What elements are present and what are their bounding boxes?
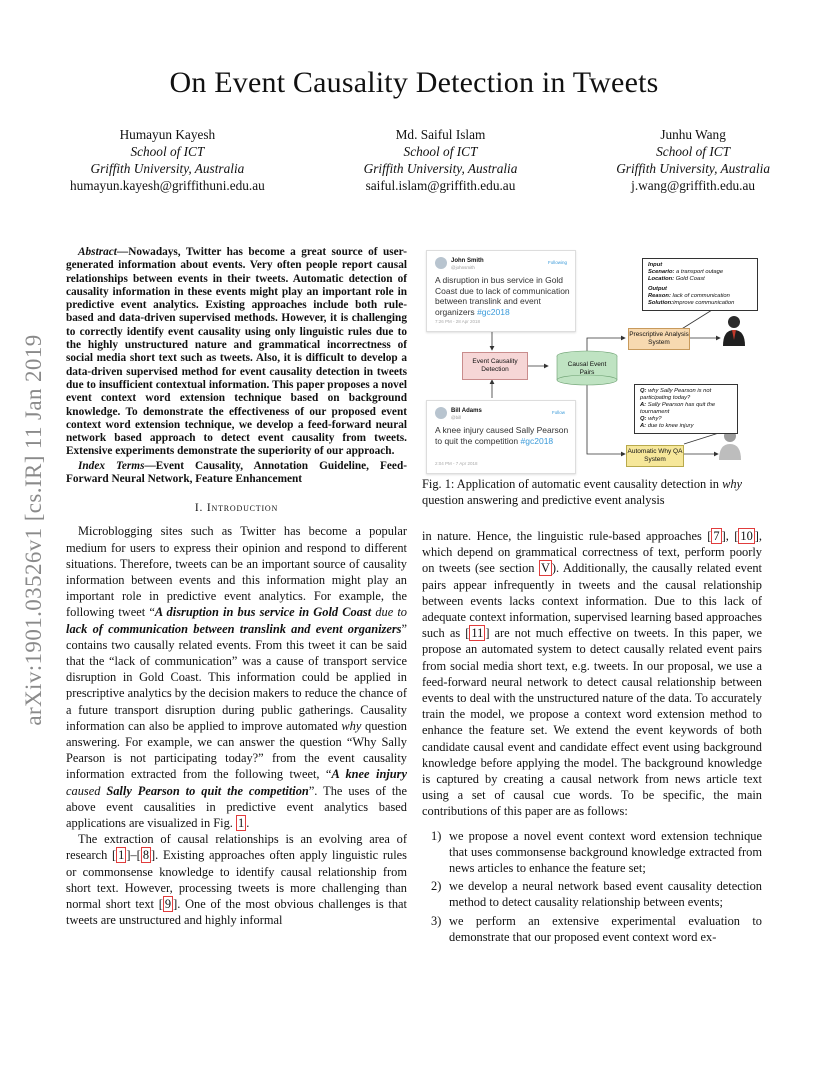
text-run: ). Additionally, the causally related event pairs appear infrequently in tweets and the causal relationship between events lacks context information. Due to this lack of adequate context information, supervised learning based approaches such as [ — [422, 561, 762, 641]
text-run: . — [246, 816, 250, 830]
index-terms-lead: Index Terms — [78, 459, 145, 472]
tweet-card-1 — [426, 250, 576, 332]
emphasis: due to — [371, 605, 408, 620]
author-email: saiful.islam@griffith.edu.au — [365, 178, 516, 193]
qa-note — [634, 384, 738, 434]
emphasis: caused — [66, 783, 107, 798]
hashtag: #gc2018 — [520, 435, 554, 446]
section-link[interactable]: V — [540, 561, 550, 576]
list-item — [422, 913, 762, 945]
figure-1 — [422, 246, 762, 478]
note-value: why Sally Pearson is not participating today? — [640, 388, 712, 401]
abstract — [66, 246, 407, 459]
list-item-text: we propose a novel event context word extension technique that uses commonsense background knowledge extracted from news articles to enhance the feature set; — [449, 828, 762, 876]
why-qa-box: Automatic Why QA System — [626, 445, 684, 467]
person-icon — [723, 316, 745, 346]
prescriptive-note — [642, 258, 758, 311]
note-heading: Output — [648, 286, 667, 292]
note-key: Solution: — [648, 300, 674, 306]
emphasis: lack of communication between translink and event organizers — [66, 621, 402, 636]
tweet-timestamp: 7:26 PM - 28 Apr 2018 — [435, 319, 481, 324]
note-key: Q: — [640, 416, 647, 422]
tweet-author: Bill Adams — [451, 408, 482, 414]
list-number: 3) — [431, 913, 442, 928]
section-heading: I. Introduction — [194, 502, 279, 515]
note-key: A: — [640, 402, 647, 408]
citation-link[interactable]: 7 — [713, 529, 720, 543]
text-run: question answering. For example, we can answer the question “Why Sally Pearson is not participating today?” from the event causality information extracted from the following tweet, “ — [66, 718, 407, 782]
list-number: 1) — [431, 828, 442, 843]
left-column — [66, 246, 407, 928]
note-value: improve communication — [673, 300, 735, 306]
emphasis: why — [722, 477, 743, 491]
tweet-author: John Smith — [451, 258, 484, 264]
abstract-lead: Abstract — [78, 246, 117, 258]
emphasis: Sally Pearson to quit the competition — [106, 783, 309, 798]
tweet-text — [435, 425, 575, 446]
note-key: A: — [640, 423, 647, 429]
author-3 — [616, 126, 770, 194]
right-column — [422, 528, 762, 947]
note-value: why? — [646, 416, 662, 422]
tweet-handle: @johnsmith — [451, 265, 475, 270]
contributions-list — [422, 828, 762, 945]
tweet-body: A knee injury caused Sally Pearson to quit the competition — [435, 425, 569, 446]
author-name: Humayun Kayesh — [119, 127, 216, 142]
text-run: ” contains two causally related events. From this tweet it can be said that the “lack of communication” was a cause of transport service disruption in Gold Coast. This information could be applied in prescriptive analytics by the decision makers to reduce the chance of a future transport disruption during public gatherings. Causality information can also be applied to improve automated — [66, 621, 407, 733]
abstract-text: —Nowadays, Twitter has become a great source of user-generated information about events. Very often people report causal relationships between events in their tweets. Automatic detection of causality information in these events might play an important role in predictive event analytics. Existing approaches include both rule-based and data-driven supervised methods. However, it is challenging to correctly identify event causality using only linguistic rules due to the highly unstructured nature and grammatical incorrectness of social media short text such as tweets. Also, it is difficult to develop a data-driven supervised method for event causality detection in tweets due to insufficient contextual information. This paper proposes a novel event context word extension technique based on background knowledge. To demonstrate the effectiveness of our proposed event context word extension technique, we develop a feed-forward neural network based approach to detect event causality from tweets. Extensive experiments demonstrate the superiority of our approach. — [66, 246, 407, 458]
text-run: ”. The uses of the above event causalities in predictive event analytics based applications are visualized in Fig. — [66, 783, 407, 830]
author-dept: School of ICT — [130, 144, 205, 159]
intro-paragraph-3 — [422, 528, 762, 820]
author-name: Md. Saiful Islam — [395, 127, 486, 142]
author-email: humayun.kayesh@griffithuni.edu.au — [70, 178, 265, 193]
intro-paragraph-2 — [66, 831, 407, 928]
caption-text: Fig. 1: Application of automatic event causality detection in — [422, 477, 723, 491]
note-value: due to knee injury — [646, 423, 694, 429]
note-heading: Input — [648, 262, 663, 268]
list-item-text: we perform an extensive experimental evaluation to demonstrate that our proposed event context word ex- — [449, 913, 762, 944]
text-run: ]–[ — [126, 848, 141, 863]
list-item-text: we develop a neural network based event causality detection method to detect causality relationship between events; — [449, 879, 762, 910]
text-run: ], which depend on grammatical correctness of text, perform poorly on tweets (see section — [422, 529, 762, 576]
index-terms — [66, 460, 407, 487]
citation-link[interactable]: 9 — [164, 897, 172, 912]
list-number: 2) — [431, 879, 442, 894]
citation-link[interactable]: 8 — [142, 848, 150, 863]
emphasis: A knee injury — [331, 767, 407, 782]
note-key: Scenario: — [648, 269, 675, 275]
tweet-handle: @bill — [451, 415, 462, 420]
avatar — [435, 257, 447, 269]
prescriptive-analysis-box: Prescriptive Analysis System — [628, 328, 690, 350]
causal-event-pairs-store: Causal Event Pairs — [567, 361, 607, 376]
note-value: a transport outage — [674, 269, 724, 275]
note-value: Sally Pearson has quit the tournament — [640, 402, 716, 415]
author-dept: School of ICT — [403, 144, 478, 159]
caption-text: question answering and predictive event analysis — [422, 493, 665, 508]
intro-paragraph-1 — [66, 523, 407, 831]
citation-link[interactable]: 10 — [740, 529, 753, 543]
author-affiliation: Griffith University, Australia — [363, 161, 518, 176]
text-run: ]. Existing approaches often apply linguistic rules or commonsense knowledge to identify causal relationship from short text. However, processing tweets is more challenging than normal short text [ — [66, 848, 407, 912]
event-causality-detection-box: Event Causality Detection — [462, 352, 528, 380]
figure-link[interactable]: 1 — [237, 816, 245, 830]
tweet-timestamp: 2:04 PM - 7 Apr 2018 — [435, 461, 478, 466]
emphasis: why — [341, 718, 362, 733]
text-run: in nature. Hence, the linguistic rule-based approaches [ — [422, 529, 712, 543]
note-value: Gold Coast — [674, 276, 705, 282]
author-block — [70, 126, 770, 194]
follow-button: Follow — [551, 410, 565, 415]
arxiv-identifier: arXiv:1901.03526v1 [cs.IR] 11 Jan 2019 — [21, 334, 46, 726]
note-key: Reason: — [648, 293, 671, 299]
citation-link[interactable]: 1 — [118, 848, 125, 863]
avatar — [435, 407, 447, 419]
arxiv-sidebar — [14, 300, 54, 760]
tweet-body: A disruption in bus service in Gold Coast due to lack of communication between translink and event organizers — [435, 275, 570, 317]
person-icon — [719, 430, 741, 460]
author-name: Junhu Wang — [660, 127, 726, 142]
text-run: ] are not much effective on tweets. In this paper, we propose an automated system to detect causally related event pairs from social media short text, e.g. tweets. In our proposal, we use a feed-forward neural network to detect causal relationship between events to deal with the unstructured nature of the data. To accurately train the model, we propose a context word extension method to enhance the feature set. We extend the event keywords of both candidate causal event and candidate effect event using background knowledge before applying the model. The background knowledge is captured by creating a causal network from news article text using a set of causal cue words. To be specific, the main contributions of this paper are as follows: — [422, 626, 762, 819]
citation-link[interactable]: 11 — [471, 626, 484, 641]
follow-button: Following — [547, 260, 567, 265]
text-run: ]. One of the most obvious challenges is that tweets are unstructured and highly informal — [66, 897, 407, 928]
list-item — [422, 878, 762, 910]
author-affiliation: Griffith University, Australia — [90, 161, 245, 176]
emphasis: A disruption in bus service in Gold Coast — [154, 605, 372, 620]
note-value: lack of communication — [670, 293, 730, 299]
text-run: Microblogging sites such as Twitter has become a popular medium for users to express their opinion and respond to different situations. Therefore, tweets can be an important source of causality information between events and this information might play an important role in predictive event analytics. For example, the following tweet “ — [66, 524, 407, 620]
author-affiliation: Griffith University, Australia — [616, 161, 770, 176]
figure-caption — [422, 476, 762, 508]
author-2 — [364, 126, 518, 194]
text-run: ], [ — [721, 529, 739, 543]
tweet-card-2 — [426, 400, 576, 474]
paper-title: On Event Causality Detection in Tweets — [169, 66, 659, 99]
author-dept: School of ICT — [656, 144, 731, 159]
text-run: The extraction of causal relationships is an evolving area of research [ — [66, 832, 407, 863]
author-email: j.wang@griffith.edu.au — [631, 178, 756, 193]
note-key: Location: — [648, 276, 675, 282]
note-key: Q: — [640, 388, 647, 394]
index-terms-text: —Event Causality, Annotation Guideline, Feed-Forward Neural Network, Feature Enhancement — [66, 459, 407, 486]
author-1 — [70, 126, 265, 194]
list-item — [422, 828, 762, 877]
hashtag: #gc2018 — [477, 306, 510, 317]
tweet-text — [435, 275, 575, 317]
